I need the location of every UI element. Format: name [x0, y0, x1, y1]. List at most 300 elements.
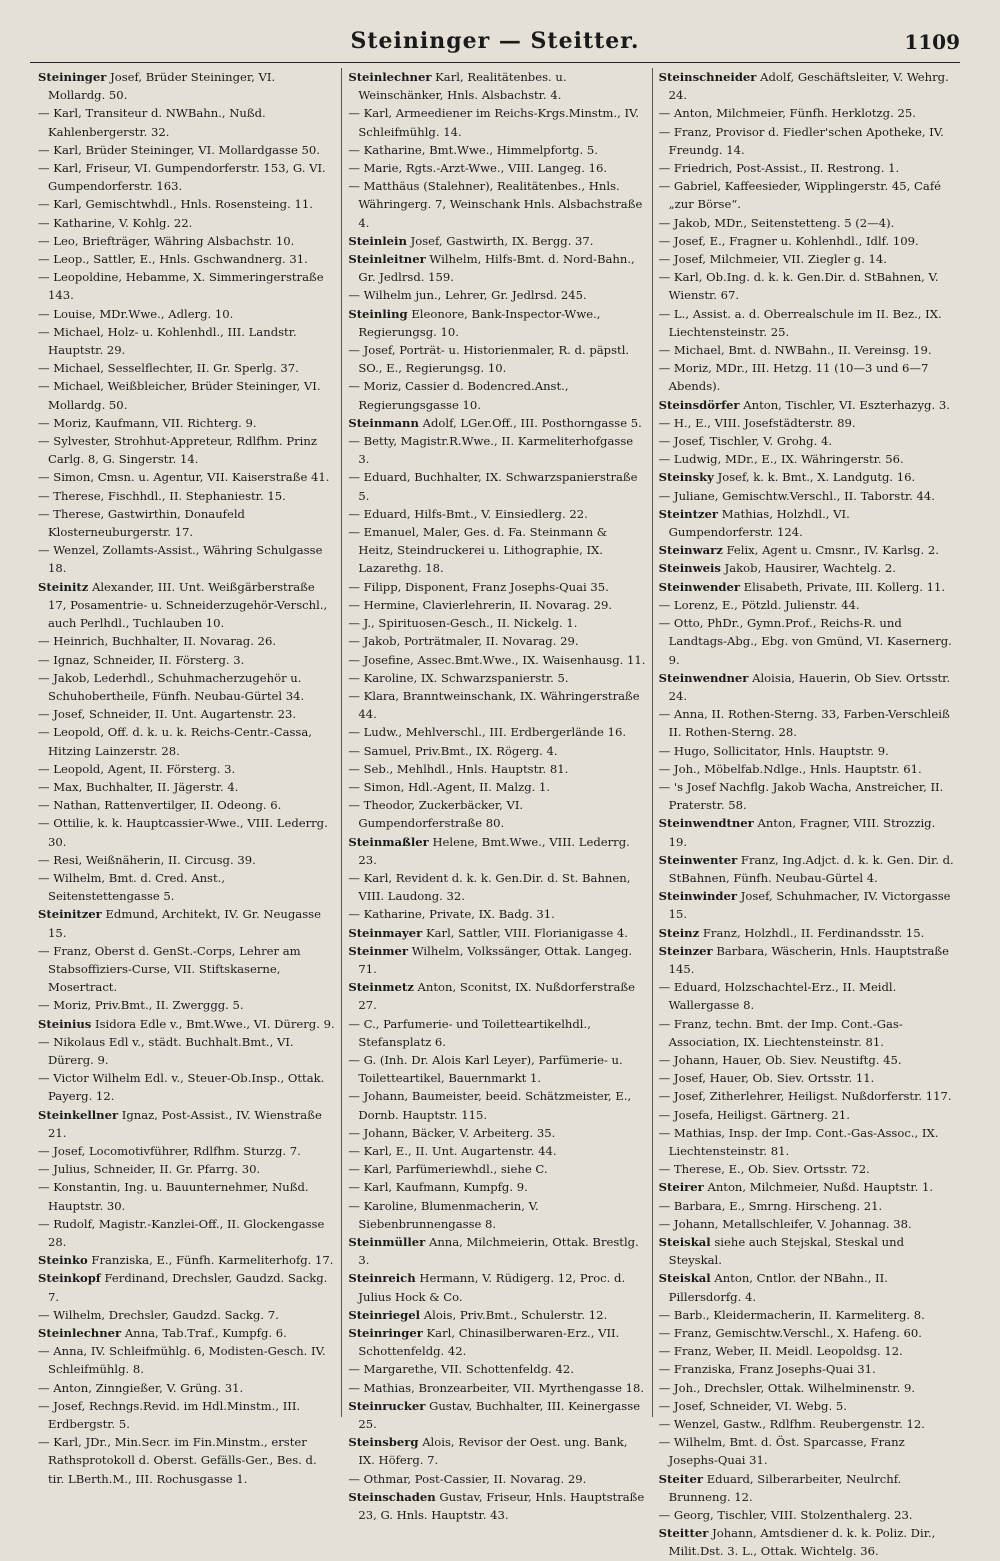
entry-text: — Moriz, Priv.Bmt., II. Zwerggg. 5. — [38, 998, 244, 1013]
entry-surname: Steiskal — [658, 1271, 711, 1286]
directory-entry — [38, 1306, 335, 1324]
directory-entry — [348, 596, 645, 614]
directory-entry — [659, 1106, 956, 1124]
directory-entry — [659, 942, 956, 978]
entry-text: Gustav, Buchhalter, III. Keinergasse 25. — [358, 1398, 641, 1432]
directory-entry — [38, 432, 335, 468]
directory-entry — [348, 942, 645, 978]
directory-entry — [38, 468, 335, 486]
entry-surname: Steinmüller — [348, 1235, 426, 1249]
directory-entry — [659, 1360, 956, 1378]
directory-entry — [38, 1251, 335, 1269]
entry-text: — Josef, Schneider, VI. Webg. 5. — [658, 1398, 847, 1413]
directory-entry — [348, 978, 645, 1014]
entry-text: — Karl, Brüder Steininger, VI. Mollardgasse 50. — [38, 142, 320, 157]
directory-entry — [348, 1233, 645, 1269]
entry-text: Mathias, Holzhdl., VI. Gumpendorferstr. 124. — [668, 506, 850, 540]
entry-text: — Josef, Milchmeier, VII. Ziegler g. 14. — [658, 252, 887, 267]
directory-entry — [38, 104, 335, 140]
directory-entry — [348, 377, 645, 413]
directory-entry — [659, 68, 956, 104]
entry-text: — Wilhelm, Bmt. d. Öst. Sparcasse, Franz Josephs-Quai 31. — [658, 1435, 905, 1468]
directory-entry — [348, 141, 645, 159]
entry-text: — Karl, Transiteur d. NWBahn., Nußd. Kahlenbergerstr. 32. — [38, 106, 266, 139]
directory-entry — [659, 396, 956, 414]
directory-entry — [348, 1379, 645, 1397]
entry-text: Felix, Agent u. Cmsnr., IV. Karlsg. 2. — [726, 543, 939, 558]
entry-text: — Michael, Sesselflechter, II. Gr. Sperlg. 37. — [38, 361, 299, 376]
entry-surname: Steinmann — [348, 415, 419, 430]
directory-entry — [659, 1197, 956, 1215]
entry-text: Karl, Chinasilberwaren-Erz., VII. Schottenfeldg. 42. — [358, 1326, 620, 1359]
directory-entry — [659, 669, 956, 705]
directory-entry — [38, 814, 335, 850]
entry-text: — Karl, Armeediener im Reichs-Krgs.Minstm., IV. Schleifmühlg. 14. — [348, 106, 640, 139]
entry-text: — Josefa, Heiligst. Gärtnerg. 21. — [658, 1107, 850, 1122]
entry-surname: Steinwendtner — [658, 816, 754, 831]
directory-entry — [38, 905, 335, 941]
entry-surname: Steinsberg — [348, 1435, 419, 1450]
entry-text: Adolf, LGer.Off., III. Posthorngasse 5. — [422, 415, 642, 430]
directory-entry — [38, 1069, 335, 1105]
directory-entry — [38, 195, 335, 213]
entry-text: — Johann, Hauer, Ob. Siev. Neustiftg. 45. — [658, 1052, 902, 1067]
entry-surname: Steintzer — [658, 506, 719, 521]
directory-entry — [348, 305, 645, 341]
entry-text: — C., Parfumerie- und Toiletteartikelhdl., Stefansplatz 6. — [348, 1016, 591, 1049]
directory-entry — [38, 541, 335, 577]
entry-text: — Josef, Rechngs.Revid. im Hdl.Minstm., III. Erdbergstr. 5. — [38, 1398, 301, 1432]
entry-text: — Johann, Bäcker, V. Arbeiterg. 35. — [348, 1125, 556, 1140]
entry-text: Eduard, Silberarbeiter, Neulrchf. Brunneng. 12. — [668, 1471, 902, 1504]
entry-text: — Gabriel, Kaffeesieder, Wipplingerstr. 45, Café „zur Börse“. — [658, 179, 941, 212]
directory-entry — [38, 869, 335, 905]
entry-text: — Michael, Holz- u. Kohlenhdl., III. Landstr. Hauptstr. 29. — [38, 324, 297, 358]
entry-text: — Johann, Metallschleifer, V. Johannag. 38. — [658, 1216, 912, 1231]
entry-text: — Leopoldine, Hebamme, X. Simmeringerstraße 143. — [38, 270, 324, 303]
entry-text: — Mathias, Bronzearbeiter, VII. Myrthengasse 18. — [348, 1380, 645, 1395]
entry-text: — Moriz, Kaufmann, VII. Richterg. 9. — [38, 415, 257, 430]
directory-entry — [659, 1269, 956, 1305]
directory-entry — [38, 1215, 335, 1251]
directory-entry — [348, 1051, 645, 1087]
directory-entry — [38, 705, 335, 723]
entry-text: — Michael, Bmt. d. NWBahn., II. Vereinsg. 19. — [658, 343, 932, 358]
directory-entry — [38, 250, 335, 268]
directory-entry — [659, 414, 956, 432]
entry-surname: Steinschaden — [348, 1489, 436, 1504]
directory-entry — [659, 742, 956, 760]
entry-text: — Franziska, Franz Josephs-Quai 31. — [658, 1362, 876, 1377]
running-title: Steininger — Steitter. — [350, 28, 640, 54]
entry-text: — Josef, Zitherlehrer, Heiligst. Nußdorferstr. 117. — [658, 1089, 952, 1104]
directory-entry — [38, 632, 335, 650]
entry-surname: Steinko — [38, 1253, 88, 1268]
entry-text: — Othmar, Post-Cassier, II. Novarag. 29. — [348, 1471, 587, 1486]
directory-entry — [348, 177, 645, 232]
entry-text: — Johann, Baumeister, beeid. Schätzmeister, E., Dornb. Hauptstr. 115. — [348, 1089, 632, 1122]
column-1 — [32, 68, 341, 1486]
entry-text: Anton, Fragner, VIII. Strozzig. 19. — [668, 816, 936, 849]
entry-text: — Jakob, Lederhdl., Schuhmacherzugehör u. Schuhobertheile, Fünfh. Neubau-Gürtel 34. — [38, 670, 305, 703]
directory-entry — [38, 159, 335, 195]
directory-entry — [659, 177, 956, 213]
directory-entry — [348, 869, 645, 905]
entry-surname: Steinkellner — [38, 1107, 119, 1122]
entry-text: — G. (Inh. Dr. Alois Karl Leyer), Parfümerie- u. Toiletteartikel, Bauernmarkt 1. — [348, 1052, 623, 1086]
entry-text: — Margarethe, VII. Schottenfeldg. 42. — [348, 1362, 574, 1377]
directory-entry — [348, 1397, 645, 1433]
entry-text: — Ignaz, Schneider, II. Försterg. 3. — [38, 652, 245, 667]
directory-entry — [659, 978, 956, 1014]
directory-entry — [38, 68, 335, 104]
entry-text: Karl, Sattler, VIII. Florianigasse 4. — [425, 925, 628, 940]
directory-entry — [659, 924, 956, 942]
directory-entry — [38, 1342, 335, 1378]
entry-surname: Steitter — [658, 1526, 709, 1541]
entry-surname: Steirer — [658, 1180, 704, 1195]
directory-entry — [659, 305, 956, 341]
entry-text: — Sylvester, Strohhut-Appreteur, Rdlfhm. Prinz Carlg. 8, G. Singerstr. 14. — [38, 434, 317, 467]
directory-entry — [348, 1142, 645, 1160]
entry-text: — Leopold, Agent, II. Försterg. 3. — [38, 761, 236, 776]
directory-entry — [659, 1433, 956, 1469]
entry-text: — H., E., VIII. Josefstädterstr. 89. — [658, 415, 856, 430]
directory-entry — [659, 1342, 956, 1360]
directory-entry — [659, 123, 956, 159]
directory-entry — [38, 1142, 335, 1160]
entry-surname: Steininger — [38, 70, 107, 84]
directory-entry — [348, 1124, 645, 1142]
entry-text: — Heinrich, Buchhalter, II. Novarag. 26. — [38, 634, 276, 649]
directory-entry — [38, 1397, 335, 1433]
directory-entry — [659, 760, 956, 778]
directory-entry — [38, 723, 335, 759]
directory-entry — [659, 1506, 956, 1524]
entry-text: — Franz, Provisor d. Fiedler'schen Apotheke, IV. Freundg. 14. — [658, 124, 944, 157]
directory-entry — [348, 1470, 645, 1488]
entry-surname: Steinmer — [348, 943, 409, 958]
entry-text: siehe auch Stejskal, Steskal und Steyskal. — [668, 1235, 905, 1268]
directory-entry — [659, 1379, 956, 1397]
directory-entry — [348, 1488, 645, 1524]
entry-text: Wilhelm, Hilfs-Bmt. d. Nord-Bahn., Gr. Jedlrsd. 159. — [358, 252, 635, 285]
entry-text: — Jakob, MDr., Seitenstetteng. 5 (2—4). — [658, 215, 895, 230]
directory-entry — [348, 159, 645, 177]
entry-text: — Anna, IV. Schleifmühlg. 6, Modisten-Gesch. IV. Schleifmühlg. 8. — [38, 1344, 326, 1377]
directory-entry — [38, 778, 335, 796]
entry-text: — Hugo, Sollicitator, Hnls. Hauptstr. 9. — [658, 743, 889, 758]
directory-entry — [348, 250, 645, 286]
directory-entry — [348, 341, 645, 377]
directory-entry — [659, 1051, 956, 1069]
directory-entry — [38, 1324, 335, 1342]
page-number: 1109 — [904, 30, 960, 54]
directory-entry — [659, 578, 956, 596]
directory-entry — [659, 851, 956, 887]
directory-entry — [38, 214, 335, 232]
entry-text: — Filipp, Disponent, Franz Josephs-Quai 35. — [348, 579, 609, 594]
entry-text: — Moriz, Cassier d. Bodencred.Anst., Regierungsgasse 10. — [348, 379, 569, 412]
entry-text: — Joh., Möbelfab.Ndlge., Hnls. Hauptstr. 61. — [658, 761, 922, 776]
entry-text: — Wenzel, Gastw., Rdlfhm. Reubergenstr. 12. — [658, 1417, 925, 1432]
directory-entry — [38, 1178, 335, 1214]
entry-text: — Moriz, MDr., III. Hetzg. 11 (10—3 und 6—7 Abends). — [658, 361, 929, 394]
entry-surname: Steinitz — [38, 579, 89, 594]
entry-text: — Victor Wilhelm Edl. v., Steuer-Ob.Insp., Ottak. Payerg. 12. — [38, 1071, 325, 1104]
entry-surname: Steinmayer — [348, 925, 423, 940]
directory-entry — [348, 1178, 645, 1196]
entry-text: — Anton, Milchmeier, Fünfh. Herklotzg. 25. — [658, 106, 916, 121]
entry-text: Isidora Edle v., Bmt.Wwe., VI. Dürerg. 9. — [95, 1016, 335, 1031]
entry-text: — Katharine, Private, IX. Badg. 31. — [348, 907, 555, 922]
entry-text: — Franz, Weber, II. Meidl. Leopoldsg. 12. — [658, 1344, 903, 1359]
entry-text: — Therese, Gastwirthin, Donaufeld Klosterneuburgerstr. 17. — [38, 506, 245, 540]
entry-text: — Ludwig, MDr., E., IX. Währingerstr. 56. — [658, 452, 904, 467]
entry-text: Alois, Revisor der Oest. ung. Bank, IX. Höferg. 7. — [358, 1435, 628, 1468]
entry-surname: Steinwenter — [658, 852, 738, 867]
entry-text: — Eduard, Holzschachtel-Erz., II. Meidl. Wallergasse 8. — [658, 980, 897, 1013]
entry-text: Elisabeth, Private, III. Kollerg. 11. — [743, 579, 946, 594]
directory-entry — [38, 1433, 335, 1488]
directory-entry — [659, 505, 956, 541]
entry-text: — Therese, E., Ob. Siev. Ortsstr. 72. — [658, 1162, 870, 1177]
entry-surname: Steinius — [38, 1016, 92, 1031]
entry-text: — Karoline, IX. Schwarzspanierstr. 5. — [348, 670, 569, 685]
directory-entry — [348, 1324, 645, 1360]
directory-entry — [659, 1324, 956, 1342]
directory-entry — [659, 1397, 956, 1415]
directory-entry — [659, 268, 956, 304]
directory-entry — [659, 1069, 956, 1087]
entry-text: Karl, Realitätenbes. u. Weinschänker, Hnls. Alsbachstr. 4. — [358, 70, 567, 103]
directory-entry — [659, 1178, 956, 1196]
entry-text: Anna, Tab.Traf., Kumpfg. 6. — [124, 1326, 287, 1341]
directory-entry — [348, 651, 645, 669]
entry-text: Hermann, V. Rüdigerg. 12, Proc. d. Julius Hock & Co. — [358, 1271, 626, 1304]
page-header — [30, 28, 960, 63]
directory-entry — [38, 1379, 335, 1397]
entry-text: — Betty, Magistr.R.Wwe., II. Karmeliterhofgasse 3. — [348, 434, 634, 467]
entry-text: — L., Assist. a. d. Oberrealschule im II. Bez., IX. Liechtensteinstr. 25. — [658, 306, 942, 339]
entry-surname: Steinschneider — [658, 70, 757, 84]
directory-entry — [348, 687, 645, 723]
entry-surname: Steinlechner — [348, 70, 432, 84]
entry-text: — Josef, Porträt- u. Historienmaler, R. d. päpstl. SO., E., Regierungsg. 10. — [348, 343, 630, 376]
directory-entry — [348, 1269, 645, 1305]
directory-entry — [659, 887, 956, 923]
entry-text: — Eduard, Buchhalter, IX. Schwarzspanierstraße 5. — [348, 470, 638, 503]
entry-text: Franziska, E., Fünfh. Karmeliterhofg. 17. — [91, 1253, 334, 1268]
directory-entry — [348, 1015, 645, 1051]
entry-text: Josef, Brüder Steininger, VI. Mollardg. 50. — [48, 70, 276, 103]
entry-surname: Steinling — [348, 306, 408, 321]
directory-entry — [38, 651, 335, 669]
entry-text: Anton, Sconitst, IX. Nußdorferstraße 27. — [358, 980, 635, 1013]
directory-entry — [659, 705, 956, 741]
entry-text: Josef, k. k. Bmt., X. Landgutg. 16. — [717, 470, 916, 485]
directory-entry — [38, 268, 335, 304]
directory-entry — [659, 468, 956, 486]
entry-text: — Karl, E., II. Unt. Augartenstr. 44. — [348, 1143, 557, 1158]
directory-entry — [659, 232, 956, 250]
entry-text: — Ludw., Mehlverschl., III. Erdbergerlände 16. — [348, 725, 627, 740]
entry-text: — Hermine, Clavierlehrerin, II. Novarag. 29. — [348, 597, 613, 612]
entry-surname: Steinleitner — [348, 252, 426, 267]
entry-text: — Seb., Mehlhdl., Hnls. Hauptstr. 81. — [348, 761, 569, 776]
directory-entry — [348, 760, 645, 778]
directory-entry — [659, 596, 956, 614]
directory-entry — [38, 487, 335, 505]
directory-entry — [659, 1124, 956, 1160]
directory-entry — [348, 104, 645, 140]
directory-entry — [348, 1306, 645, 1324]
directory-entry — [348, 669, 645, 687]
entry-surname: Steinwarz — [658, 543, 723, 558]
directory-entry — [348, 1087, 645, 1123]
directory-entry — [659, 1415, 956, 1433]
entry-surname: Steiter — [658, 1471, 704, 1486]
directory-entry — [348, 833, 645, 869]
entry-text: Helene, Bmt.Wwe., VIII. Lederrg. 23. — [358, 834, 630, 867]
entry-text: Adolf, Geschäftsleiter, V. Wehrg. 24. — [668, 70, 949, 103]
entry-text: — Barbara, E., Smrng. Hirscheng. 21. — [658, 1198, 883, 1213]
entry-text: — Leopold, Off. d. k. u. k. Reichs-Centr.-Cassa, Hitzing Lainzerstr. 28. — [38, 725, 312, 758]
column-2 — [341, 68, 651, 1523]
directory-entry — [659, 1306, 956, 1324]
entry-text: — Theodor, Zuckerbäcker, VI. Gumpendorferstraße 80. — [348, 798, 524, 831]
directory-entry — [348, 723, 645, 741]
entry-text: Wilhelm, Volkssänger, Ottak. Langeg. 71. — [358, 943, 633, 976]
entry-text: Anton, Tischler, VI. Eszterhazyg. 3. — [743, 397, 950, 412]
entry-text: — Josef, Locomotivführer, Rdlfhm. Sturzg. 7. — [38, 1143, 301, 1158]
directory-entry — [348, 905, 645, 923]
directory-entry — [38, 505, 335, 541]
entry-text: — Julius, Schneider, II. Gr. Pfarrg. 30. — [38, 1162, 261, 1177]
entry-text: — Karl, Revident d. k. k. Gen.Dir. d. St. Bahnen, VIII. Laudong. 32. — [348, 870, 631, 904]
directory-entry — [659, 159, 956, 177]
entry-text: — Wilhelm, Drechsler, Gaudzd. Sackg. 7. — [38, 1307, 279, 1322]
entry-text: — Jakob, Porträtmaler, II. Novarag. 29. — [348, 634, 579, 649]
directory-entry — [659, 450, 956, 468]
entry-text: Ignaz, Post-Assist., IV. Wienstraße 21. — [48, 1107, 322, 1140]
directory-entry — [38, 1015, 335, 1033]
entry-text: — Lorenz, E., Pötzld. Julienstr. 44. — [658, 597, 860, 612]
entry-text: — Wenzel, Zollamts-Assist., Währing Schulgasse 18. — [38, 543, 323, 576]
entry-text: — Josef, Schneider, II. Unt. Augartenstr. 23. — [38, 707, 297, 722]
directory-entry — [659, 541, 956, 559]
entry-surname: Steinlein — [348, 233, 407, 248]
entry-surname: Steinrucker — [348, 1398, 426, 1413]
directory-entry — [38, 1160, 335, 1178]
entry-text: — Mathias, Insp. der Imp. Cont.-Gas-Assoc., IX. Liechtensteinstr. 81. — [658, 1125, 939, 1158]
entry-text: — Karoline, Blumenmacherin, V. Siebenbrunnengasse 8. — [348, 1198, 539, 1231]
entry-surname: Steinitzer — [38, 907, 102, 922]
directory-entry — [659, 1160, 956, 1178]
entry-text: — Karl, Kaufmann, Kumpfg. 9. — [348, 1180, 528, 1195]
entry-text: Aloisia, Hauerin, Ob Siev. Ortsstr. 24. — [668, 670, 951, 703]
directory-entry — [348, 1160, 645, 1178]
entry-text: — 's Josef Nachflg. Jakob Wacha, Anstreicher, II. Praterstr. 58. — [658, 779, 944, 813]
entry-text: Anna, Milchmeierin, Ottak. Brestlg. 3. — [358, 1235, 639, 1268]
directory-entry — [348, 1197, 645, 1233]
entry-text: Edmund, Architekt, IV. Gr. Neugasse 15. — [48, 907, 321, 940]
directory-entry — [659, 359, 956, 395]
entry-text: — Josef, Hauer, Ob. Siev. Ortsstr. 11. — [658, 1071, 875, 1086]
entry-columns — [32, 68, 962, 1559]
directory-entry — [659, 1233, 956, 1269]
entry-text: — Nikolaus Edl v., städt. Buchhalt.Bmt., VI. Dürerg. 9. — [38, 1034, 294, 1067]
entry-surname: Steinweis — [658, 561, 721, 576]
entry-text: — Resi, Weißnäherin, II. Circusg. 39. — [38, 852, 256, 867]
directory-entry — [38, 359, 335, 377]
entry-text: — Max, Buchhalter, II. Jägerstr. 4. — [38, 779, 239, 794]
entry-text: — Joh., Drechsler, Ottak. Wilhelminenstr. 9. — [658, 1380, 916, 1395]
directory-entry — [38, 851, 335, 869]
entry-surname: Steinwinder — [658, 889, 737, 904]
entry-text: Franz, Ing.Adjct. d. k. k. Gen. Dir. d. StBahnen, Fünfh. Neubau-Gürtel 4. — [668, 852, 954, 885]
directory-entry — [348, 924, 645, 942]
entry-text: Anton, Cntlor. der NBahn., II. Pillersdorfg. 4. — [668, 1271, 888, 1304]
entry-text: — Josefine, Assec.Bmt.Wwe., IX. Waisenhausg. 11. — [348, 652, 646, 667]
directory-entry — [38, 796, 335, 814]
directory-entry — [659, 432, 956, 450]
directory-entry — [348, 1433, 645, 1469]
entry-text: — Therese, Fischhdl., II. Stephaniestr. 15. — [38, 488, 286, 503]
entry-text: — Rudolf, Magistr.-Kanzlei-Off., II. Glockengasse 28. — [38, 1216, 325, 1249]
entry-text: — Emanuel, Maler, Ges. d. Fa. Steinmann & Heitz, Steindruckerei u. Lithographie, IX. Lazarethg. 18. — [348, 525, 608, 576]
directory-entry — [348, 414, 645, 432]
directory-entry — [38, 760, 335, 778]
entry-text: — Anton, Zinngießer, V. Grüng. 31. — [38, 1380, 244, 1395]
directory-entry — [348, 578, 645, 596]
entry-text: — Klara, Branntweinschank, IX. Währingerstraße 44. — [348, 688, 640, 722]
directory-entry — [38, 1033, 335, 1069]
directory-entry — [659, 1470, 956, 1506]
directory-entry — [348, 742, 645, 760]
entry-text: — Karl, Ob.Ing. d. k. k. Gen.Dir. d. StBahnen, V. Wienstr. 67. — [658, 270, 939, 303]
directory-entry — [659, 341, 956, 359]
directory-entry — [38, 578, 335, 633]
entry-text: — Karl, Friseur, VI. Gumpendorferstr. 153, G. VI. Gumpendorferstr. 163. — [38, 161, 326, 194]
entry-text: — Samuel, Priv.Bmt., IX. Rögerg. 4. — [348, 743, 558, 758]
entry-text: Alois, Priv.Bmt., Schulerstr. 12. — [423, 1307, 608, 1322]
entry-text: Josef, Schuhmacher, IV. Victorgasse 15. — [668, 889, 951, 922]
entry-text: — Georg, Tischler, VIII. Stolzenthalerg. 23. — [658, 1508, 913, 1523]
directory-entry — [348, 68, 645, 104]
directory-entry — [659, 559, 956, 577]
column-3 — [652, 68, 962, 1559]
entry-text: Jakob, Hausirer, Wachtelg. 2. — [724, 561, 896, 576]
entry-text: — Michael, Weißbleicher, Brüder Steininger, VI. Mollardg. 50. — [38, 379, 321, 412]
directory-entry — [659, 1524, 956, 1560]
entry-text: Ferdinand, Drechsler, Gaudzd. Sackg. 7. — [48, 1271, 328, 1304]
directory-entry — [348, 778, 645, 796]
directory-entry — [348, 632, 645, 650]
entry-text: — Karl, JDr., Min.Secr. im Fin.Minstm., erster Rathsprotokoll d. Oberst. Gefälls-Ger., Bes. d. tir. LBerth.M., III. Rochusgasse 1. — [38, 1435, 317, 1486]
entry-surname: Steinzer — [658, 943, 713, 958]
directory-entry — [38, 942, 335, 997]
entry-text: — Katharine, V. Kohlg. 22. — [38, 215, 193, 230]
directory-entry — [659, 1215, 956, 1233]
entry-surname: Steinreich — [348, 1271, 416, 1286]
entry-text: Gustav, Friseur, Hnls. Hauptstraße 23, G. Hnls. Hauptstr. 43. — [358, 1489, 645, 1523]
directory-entry — [38, 1106, 335, 1142]
entry-text: — Wilhelm jun., Lehrer, Gr. Jedlrsd. 245. — [348, 288, 587, 303]
directory-entry — [38, 1269, 335, 1305]
entry-text: — Anna, II. Rothen-Sterng. 33, Farben-Verschleiß II. Rothen-Sterng. 28. — [658, 707, 950, 740]
directory-entry — [659, 614, 956, 669]
